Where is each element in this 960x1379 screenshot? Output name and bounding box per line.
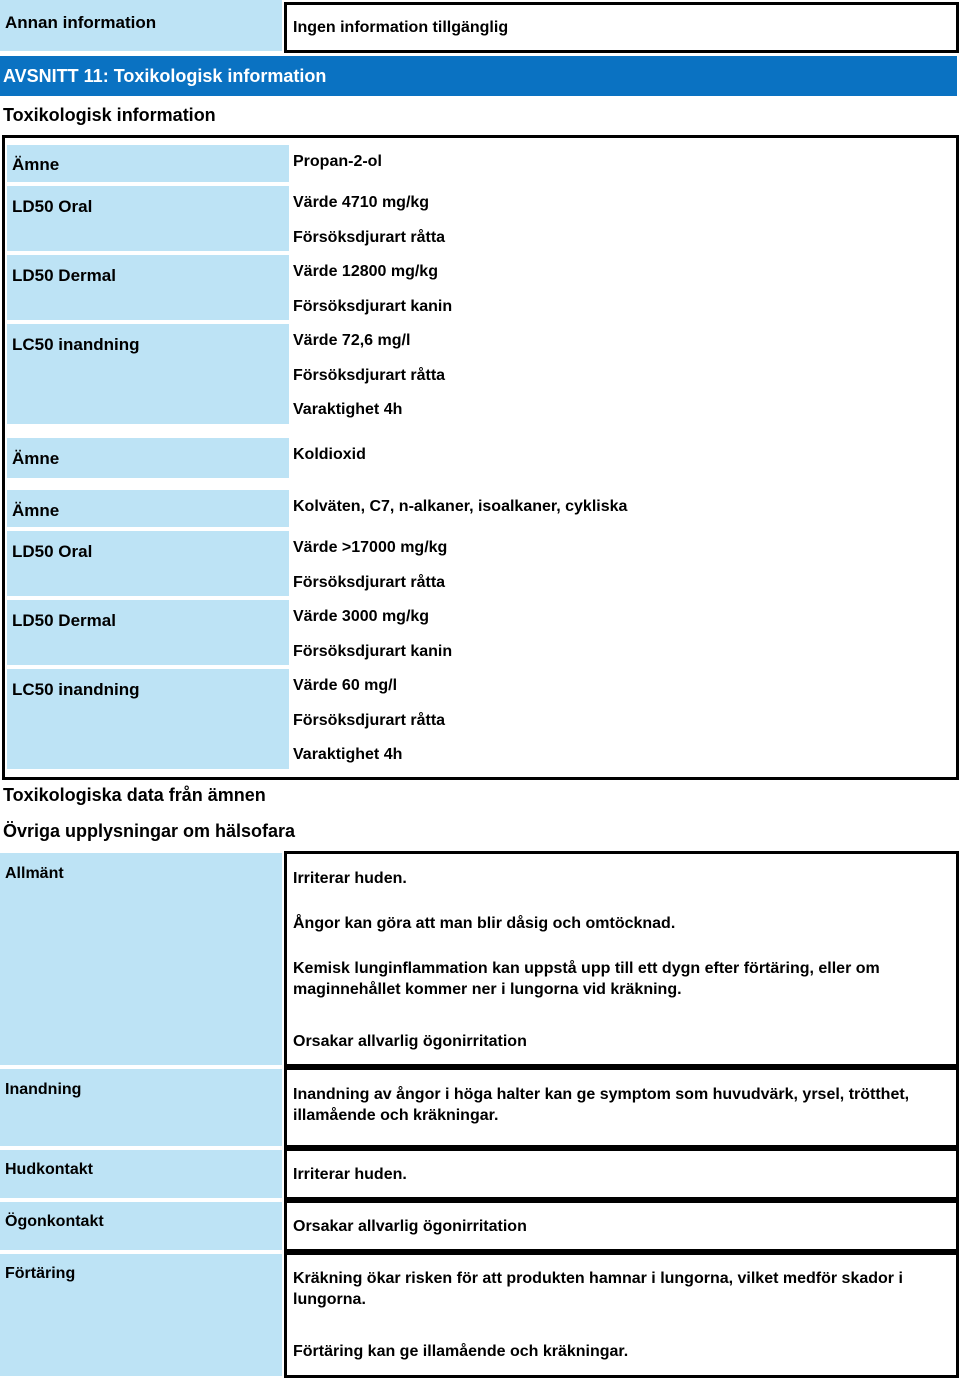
eye-text: Orsakar allvarlig ögonirritation — [293, 1218, 527, 1235]
other-info-value: Ingen information tillgänglig — [293, 19, 509, 36]
s1-ld50-oral-label-cell — [7, 186, 289, 251]
s1-lc50-species: Försöksdjurart råtta — [293, 367, 446, 384]
s1-ld50-dermal-species: Försöksdjurart kanin — [293, 298, 453, 315]
health-heading: Övriga upplysningar om hälsofara — [3, 821, 296, 841]
s3-lc50-label: LC50 inandning — [12, 680, 140, 699]
s1-ld50-oral-species: Försöksdjurart råtta — [293, 229, 446, 246]
s3-lc50-duration: Varaktighet 4h — [293, 746, 403, 763]
general-label: Allmänt — [5, 865, 64, 882]
s3-substance-label: Ämne — [12, 501, 60, 520]
other-info-label: Annan information — [5, 13, 157, 32]
s1-lc50-duration: Varaktighet 4h — [293, 401, 403, 418]
s2-substance-label: Ämne — [12, 449, 60, 468]
s3-ld50-oral-label: LD50 Oral — [12, 542, 93, 561]
inhalation-text: Inandning av ångor i höga halter kan ge symptom som huvudvärk, yrsel, trötthet, illamående och kräkningar. — [293, 1086, 910, 1124]
s3-ld50-dermal-label-cell — [7, 600, 289, 665]
s1-substance-label: Ämne — [12, 155, 60, 174]
s3-ld50-dermal-label: LD50 Dermal — [12, 611, 116, 630]
s3-ld50-dermal-value: Värde 3000 mg/kg — [293, 608, 430, 625]
general-line-3: Kemisk lunginflammation kan uppstå upp till ett dygn efter förtäring, eller om maginnehållet kommer ner i lungorna vid kräkning. — [293, 960, 880, 998]
skin-text: Irriterar huden. — [293, 1166, 407, 1183]
s1-substance-name: Propan-2-ol — [293, 153, 382, 170]
s3-ld50-oral-value: Värde >17000 mg/kg — [293, 539, 448, 556]
section-11-title: AVSNITT 11: Toxikologisk information — [3, 66, 327, 86]
s1-ld50-oral-value: Värde 4710 mg/kg — [293, 194, 430, 211]
s1-ld50-oral-label: LD50 Oral — [12, 197, 93, 216]
ingestion-line-1: Kräkning ökar risken för att produkten hamnar i lungorna, vilket medför skador i lungorna. — [293, 1270, 903, 1308]
s1-ld50-dermal-value: Värde 12800 mg/kg — [293, 263, 438, 280]
s2-substance-name: Koldioxid — [293, 446, 366, 463]
inhalation-label: Inandning — [5, 1081, 82, 1098]
s1-ld50-dermal-label-cell — [7, 255, 289, 320]
s1-lc50-label: LC50 inandning — [12, 335, 140, 354]
s1-ld50-dermal-label: LD50 Dermal — [12, 266, 116, 285]
general-label-cell — [0, 853, 282, 1065]
general-line-4: Orsakar allvarlig ögonirritation — [293, 1033, 527, 1050]
ingestion-line-2: Förtäring kan ge illamående och kräkningar. — [293, 1343, 629, 1360]
s3-ld50-oral-species: Försöksdjurart råtta — [293, 574, 446, 591]
general-line-2: Ångor kan göra att man blir dåsig och omtöcknad. — [293, 915, 676, 932]
eye-label: Ögonkontakt — [5, 1213, 104, 1230]
tox-data-heading: Toxikologiska data från ämnen — [3, 785, 266, 805]
s3-lc50-species: Försöksdjurart råtta — [293, 712, 446, 729]
s3-substance-name: Kolväten, C7, n-alkaner, isoalkaner, cykliska — [293, 498, 628, 515]
ingestion-label: Förtäring — [5, 1265, 76, 1282]
s3-ld50-oral-label-cell — [7, 531, 289, 596]
s3-lc50-value: Värde 60 mg/l — [293, 677, 398, 694]
s1-lc50-value: Värde 72,6 mg/l — [293, 332, 411, 349]
s3-ld50-dermal-species: Försöksdjurart kanin — [293, 643, 453, 660]
general-line-1: Irriterar huden. — [293, 870, 407, 887]
skin-label: Hudkontakt — [5, 1161, 93, 1178]
tox-info-heading: Toxikologisk information — [3, 105, 216, 125]
